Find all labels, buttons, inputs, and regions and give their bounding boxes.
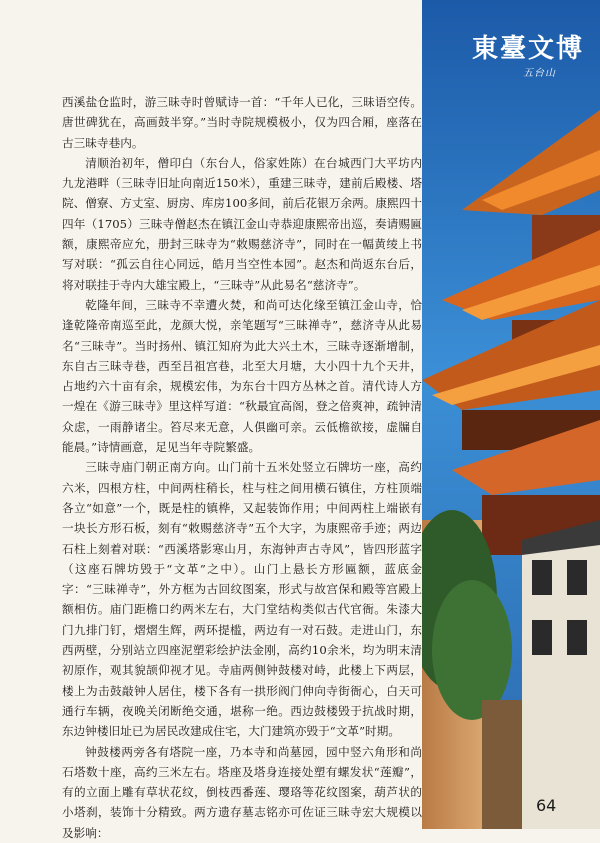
page-number: 64	[536, 796, 557, 815]
article-paragraph-5: 钟鼓楼两旁各有塔院一座，乃本寺和尚墓园，园中竖六角形和尚石塔数十座，高约三米左右。塔座及塔身连接处塑有螺发状“莲瓣”，有的立面上雕有草状花纹，倒枝西番莲、璎珞等花纹图案，葫芦状的小塔刹，装饰十分精致。两方遗存墓志铭亦可佐证三昧寺宏大规模以及影响：	[62, 744, 422, 840]
article-paragraph-1: 西溪盐仓监时，游三昧寺时曾赋诗一首：“千年人已化，三昧语空传。唐世碑犹在，高画鼓半穿。”当时寺院规模极小，仅为四合厢，座落在古三昧寺巷内。	[62, 95, 422, 150]
pagoda-photo-svg	[422, 0, 600, 829]
article-paragraph-3: 乾隆年间，三昧寺不幸遭火焚，和尚可达化缘至镇江金山寺，恰逢乾隆帝南巡至此，龙颜大悦，亲笔题写“三昧禅寺”，慈济寺从此易名“三昧寺”。当时扬州、镇江知府为此大兴土木，三昧寺逐渐增制，东自古三昧寺巷，西至吕祖宫巷，北至大月塘，大小四十九个天井，占地约六十亩有余，规模宏伟，为东台十四方丛林之首。清代诗人方一煌在《游三昧寺》里这样写道：“秋最宜高阁，登之倍爽神，疏钟清众虑，一雨静诸尘。笞尽来无意，人俱幽可亲。云低檐欲接，虚牖自能晨。”诗情画意，足见当年寺院繁盛。	[62, 297, 422, 455]
article-paragraph-4: 三昧寺庙门朝正南方向。山门前十五米处竖立石牌坊一座，高约六米，四根方柱，中间两柱稍长，柱与柱之间用横石镇住，方柱顶端各立“如意”一个，既是柱的镇桦，又起装饰作用；中间两柱上端嵌有一块长方形石板，刻有“敕赐慈济寺”五个大字，为康熙帝手迹；两边石柱上刻着对联：“西溪塔影寒山月，东海钟声古寺风”，皆四形蓝字（这座石牌坊毁于“文革”之中）。山门上悬长方形匾额，蓝底金字：“三昧禅寺”，外方框为古回纹图案，形式与故宫保和殿等宫殿上额相仿。庙门距檐口约两米左右，大门堂结构类似古代官衙。朱漆大门九排门钉，熠熠生辉，两环提槛，两边有一对石鼓。走进山门，东西两壁，分别站立四座泥塑彩绘护法金刚，高约10余米，均为明末清初原作，观其貌颉仰视才见。寺庙两侧钟鼓楼对峙，此楼上下两层，楼上为击鼓敲钟人居住，楼下各有一拱形阀门伸向寺街衙心，白天可通行车辆，夜晚关闭断绝交通，堪称一绝。西边鼓楼毁于抗战时期，东边钟楼旧址已为居民改建成住宅，大门建筑亦毁于“文革”时期。	[62, 460, 422, 739]
article-paragraph-2: 清顺治初年，僧印白（东台人，俗家姓陈）在台城西门大平坊内九龙港畔（三昧寺旧址向南近150米），重建三昧寺，建前后殿楼、塔院、僧寮、方丈室、厨房、库房100多间，前后花银万余两。康熙四十四年（1705）三昧寺僧赵杰在镇江金山寺恭迎康熙帝出巡，奏请赐匾额，康熙帝应允，册封三昧寺为“敕赐慈济寺”，同时在一幅黄绫上书写对联：“孤云自往心同远，皓月当空性本园”。赵杰和尚返东台后，将对联挂于寺内大雄宝殿上，“三昧寺”从此易名“慈济寺”。	[62, 155, 422, 292]
temple-photo	[422, 0, 600, 829]
magazine-brand: 東臺文博	[472, 34, 585, 64]
article-body	[62, 92, 422, 843]
magazine-brand-sub: 五台山	[523, 68, 556, 79]
